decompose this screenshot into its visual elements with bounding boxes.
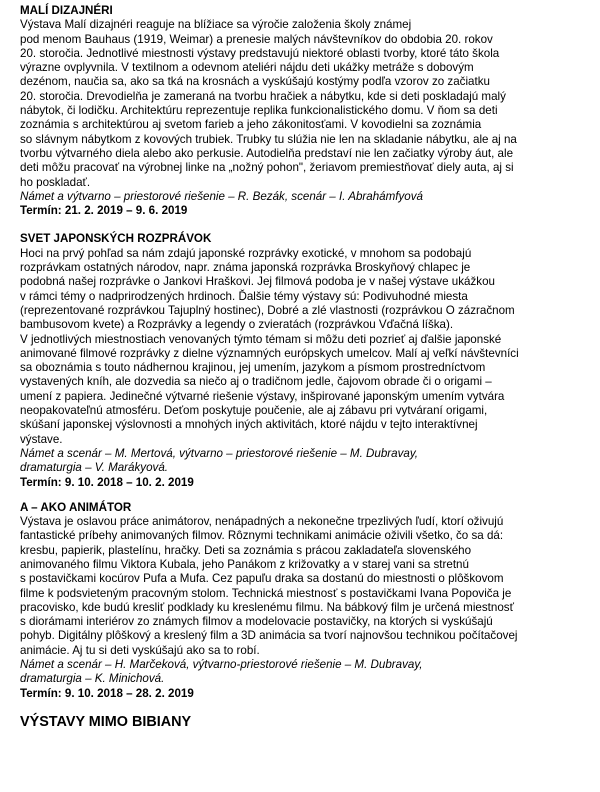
- section-term: [20, 476, 590, 490]
- section-body: [20, 18, 590, 190]
- section-mali-dizajneri: [20, 4, 590, 218]
- body-line: fantastické príbehy animovaných filmov. Rôznymi technikami animácie oživili všetko, čo sa dá:: [20, 529, 504, 543]
- body-line: v rámci témy o nadprirodzených hrdinoch. Ďalšie témy výstavy sú: Podivuhodné miesta: [20, 289, 468, 303]
- section-body: [20, 515, 590, 658]
- section-title: A – AKO ANIMÁTOR: [20, 500, 132, 514]
- body-line: kresbu, papierik, plastelínu, hračky. Deti sa zoznámia s prácou zakladateľa slovenského: [20, 543, 472, 557]
- body-line: s postavičkami kocúrov Pufa a Mufa. Cez papuľu draka sa dostanú do miestnosti o plôškovom: [20, 572, 504, 586]
- body-line: animácie. Aj tu si deti vyskúšajú ako sa to robí.: [20, 643, 260, 657]
- body-line: pod menom Bauhaus (1919, Weimar) a prenesie malých návštevníkov do obdobia 20. rokov: [20, 32, 493, 46]
- credits-line: Námet a výtvarno – priestorové riešenie – R. Bezák, scenár – I. Abrahámfyová: [20, 189, 423, 203]
- spacer: [20, 218, 590, 232]
- body-line: 20. storočia. Jednotlivé miestnosti výstavy predstavujú niektoré oblasti tvorby, ktoré táto škola: [20, 46, 500, 60]
- body-line: vystavených kníh, ale dozvedia sa niečo aj o tradičnom jedle, čajovom obrade či o origami –: [20, 375, 492, 389]
- section-svet-japonskych-rozpravok: [20, 232, 590, 489]
- section-term: [20, 687, 590, 701]
- section-credits: [20, 190, 590, 204]
- credits-line: dramaturgia – V. Marákyová.: [20, 461, 168, 475]
- spacer: [20, 701, 590, 714]
- body-line: tvorbu výtvarného diela alebo ako perkusie. Autodielňa predstaví nie len začiatky výroby áut, ale: [20, 146, 514, 160]
- body-line: pohyb. Digitálny plôškový a kreslený film a 3D animácia sa tvorí najnovšou technikou počítačovej: [20, 629, 518, 643]
- body-line: dezénom, naučia sa, ako sa tká na krosnách a vyskúšajú kostýmy podľa vzorov zo začiatku: [20, 75, 490, 89]
- section-body: [20, 247, 590, 447]
- body-line: skúšaní japonskej výslovnosti a mnohých iných aktivitách, ktoré nájdu v tejto interaktívnej: [20, 418, 478, 432]
- term-line: Termín: 9. 10. 2018 – 28. 2. 2019: [20, 686, 194, 700]
- footer-heading: VÝSTAVY MIMO BIBIANY: [20, 713, 192, 730]
- body-line: (reprezentované rozprávkou Tajuplný hostinec), Dobré a zlé vlastnosti (rozprávkou O zázračnom: [20, 303, 515, 317]
- body-line: umení z papiera. Jedinečné výtvarné riešenie výstavy, inšpirované japonským umením vytvára: [20, 389, 505, 403]
- body-line: s diorámami interiérov zo známych filmov a modelovacie postavičky, na ktorých si vyskúšajú: [20, 615, 493, 629]
- section-title: MALÍ DIZAJNÉRI: [20, 4, 113, 17]
- body-line: zoznámia s architektúrou aj svetom farieb a jeho zákonitosťami. V kovodielni sa zoznámia: [20, 118, 482, 132]
- body-line: nábytok, či lodičku. Architektúru reprezentuje replika funkcionalistického domu. V ňom sa deti: [20, 104, 498, 118]
- body-line: rozprávkam ostatných národov, napr. známa japonská rozprávka Broskyňový chlapec je: [20, 261, 471, 275]
- body-line: Výstava je oslavou práce animátorov, nenápadných a nekonečne trpezlivých ľudí, ktorí oživujú: [20, 515, 504, 529]
- credits-line: dramaturgia – K. Minichová.: [20, 672, 165, 686]
- section-credits: [20, 447, 590, 476]
- body-line: sa oboznámia s touto nádhernou krajinou, jej umením, jazykom a písmom prostredníctvom: [20, 361, 486, 375]
- body-line: ho poskladať.: [20, 175, 91, 189]
- body-line: animované filmové rozprávky z dielne významných európskych umelcov. Malí aj veľkí návštevníci: [20, 346, 519, 360]
- credits-line: Námet a scenár – H. Marčeková, výtvarno-priestorové riešenie – M. Dubravay,: [20, 658, 423, 672]
- body-line: výrazne ovplyvnila. V textilnom a odevnom ateliéri nájdu deti ukážky metráže s dobovým: [20, 61, 474, 75]
- credits-line: Námet a scenár – M. Mertová, výtvarno – priestorové riešenie – M. Dubravay,: [20, 446, 418, 460]
- body-line: V jednotlivých miestnostiach venovaných týmto témam si môžu deti pozrieť aj ďalšie japonské: [20, 332, 502, 346]
- body-line: neopakovateľnú atmosféru. Deťom poskytuje poučenie, ale aj zábavu pri vytváraní origami,: [20, 404, 488, 418]
- body-line: Výstava Malí dizajnéri reaguje na blížiace sa výročie založenia školy známej: [20, 18, 412, 32]
- section-a-ako-animator: [20, 501, 590, 701]
- body-line: bambusovom kvete) a Rozprávky a legendy o zvieratách (rozprávkou Vďačná líška).: [20, 318, 454, 332]
- body-line: podobná našej rozprávke o Jankovi Hraškovi. Jej filmová podoba je v našej výstave ukážkou: [20, 275, 495, 289]
- term-line: Termín: 9. 10. 2018 – 10. 2. 2019: [20, 475, 194, 489]
- body-line: deti môžu pracovať na výrobnej linke na „nožný pohon", žeriavom premiestňovať diely auta, aj si: [20, 161, 514, 175]
- section-term: [20, 204, 590, 218]
- body-line: výstave.: [20, 432, 63, 446]
- section-title: SVET JAPONSKÝCH ROZPRÁVOK: [20, 232, 212, 246]
- section-credits: [20, 658, 590, 687]
- body-line: Hoci na prvý pohľad sa nám zdajú japonské rozprávky exotické, v mnohom sa podobajú: [20, 246, 472, 260]
- body-line: animovaného filmu Viktora Kubala, jeho Panákom z križovatky a v starej vani sa stretnú: [20, 557, 469, 571]
- spacer: [20, 490, 590, 501]
- body-line: pracovisko, kde budú kresliť podklady ku kreslenému filmu. Na bábkový film je určená miestnosť: [20, 600, 514, 614]
- body-line: so slávnym nábytkom z kovových trubiek. Trubky tu slúžia nie len na skladanie nábytku, ale aj na: [20, 132, 517, 146]
- body-line: 20. storočia. Drevodielňa je zameraná na tvorbu hračiek a nábytku, kde si deti poskladajú malý: [20, 89, 506, 103]
- body-line: filme k podsvieteným pracovným stolom. Technická miestnosť s postavičkami Ivana Popoviča je: [20, 586, 512, 600]
- term-line: Termín: 21. 2. 2019 – 9. 6. 2019: [20, 204, 188, 218]
